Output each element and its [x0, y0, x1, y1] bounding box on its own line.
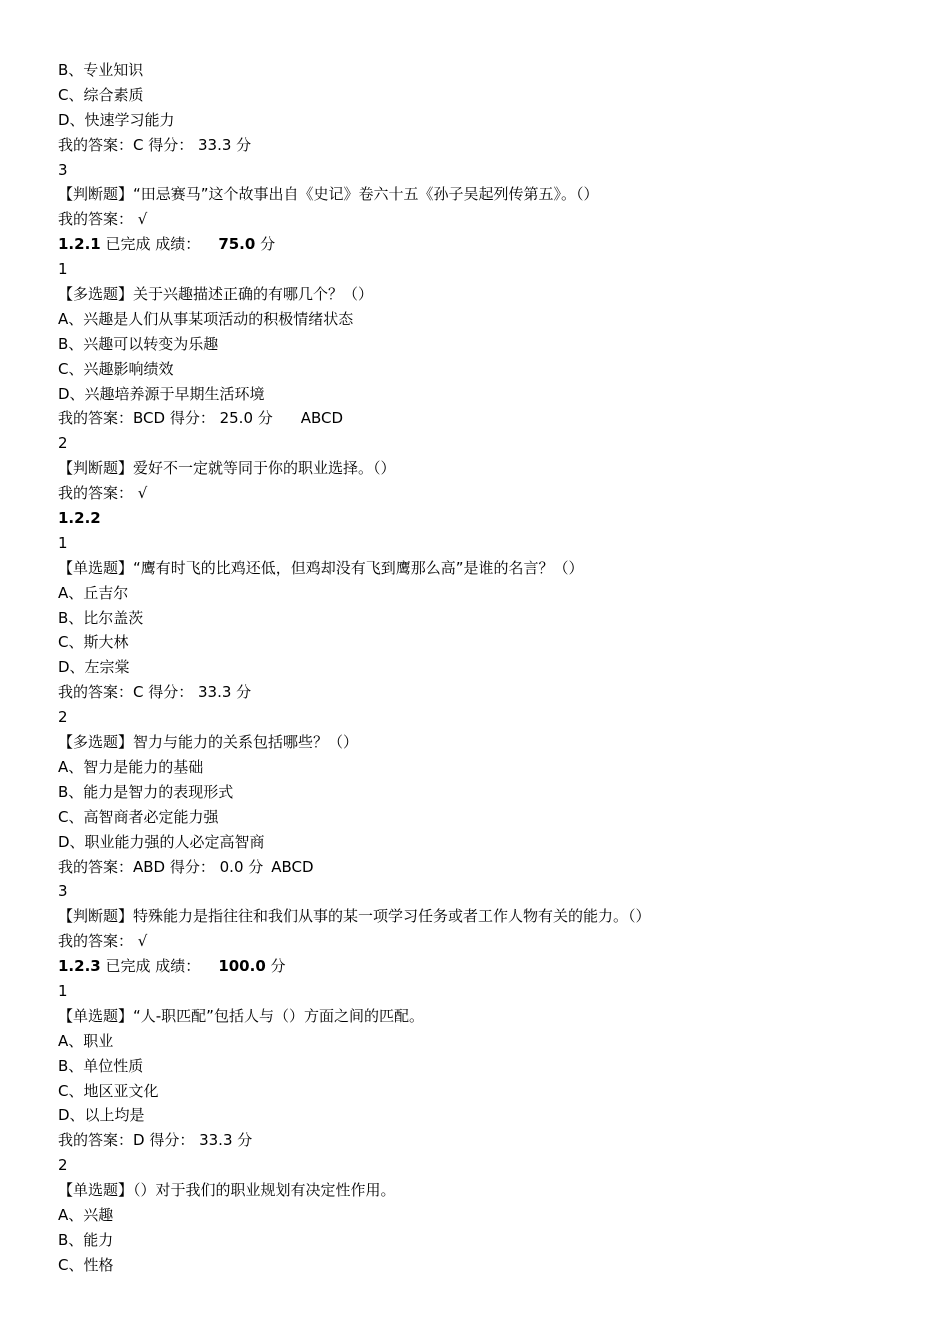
option-b: B、能力 — [58, 1230, 114, 1249]
option-c: C、兴趣影响绩效 — [58, 359, 174, 378]
section-status: 已完成 — [105, 235, 151, 254]
option-c: C、地区亚文化 — [58, 1081, 159, 1100]
section-status: 已完成 — [105, 957, 151, 976]
question-text: 【多选题】关于兴趣描述正确的有哪几个？（） — [58, 285, 374, 304]
section-score-unit: 分 — [260, 235, 276, 254]
option-c: C、高智商者必定能力强 — [58, 807, 219, 826]
option-b: B、单位性质 — [58, 1056, 144, 1075]
question-number: 3 — [58, 160, 68, 179]
section-header-121 — [58, 232, 938, 257]
option-b: B、专业知识 — [58, 61, 144, 79]
option-b: B、能力是智力的表现形式 — [58, 782, 234, 801]
option-b: B、兴趣可以转变为乐趣 — [58, 334, 219, 353]
question-text: 【多选题】智力与能力的关系包括哪些？（） — [58, 733, 359, 752]
section-id: 1.2.1 — [58, 235, 101, 254]
option-a: A、兴趣 — [58, 1205, 114, 1224]
section-id: 1.2.3 — [58, 957, 101, 976]
correct-answer: ABCD — [271, 857, 314, 876]
my-answer: 我的答案： √ — [58, 932, 148, 951]
option-c: C、性格 — [58, 1255, 114, 1274]
option-d: D、快速学习能力 — [58, 110, 175, 129]
my-answer: 我的答案：D 得分： 33.3 分 — [58, 1131, 253, 1150]
document-page — [58, 58, 938, 1278]
question-number: 1 — [58, 981, 68, 1000]
question-text: 【判断题】“田忌赛马”这个故事出自《史记》卷六十五《孙子吴起列传第五》。（） — [58, 185, 599, 204]
my-answer: 我的答案：C 得分： 33.3 分 — [58, 683, 252, 702]
option-d: D、左宗棠 — [58, 658, 130, 677]
option-a: A、兴趣是人们从事某项活动的积极情绪状态 — [58, 309, 354, 328]
section-score: 100.0 — [218, 957, 266, 976]
question-number: 2 — [58, 708, 68, 727]
section-header-123 — [58, 954, 938, 979]
option-a: A、丘吉尔 — [58, 583, 129, 602]
option-d: D、兴趣培养源于早期生活环境 — [58, 384, 265, 403]
option-a: A、职业 — [58, 1031, 114, 1050]
question-text: 【判断题】特殊能力是指往往和我们从事的某一项学习任务或者工作人物有关的能力。（） — [58, 907, 651, 926]
question-number: 1 — [58, 533, 68, 552]
section-header-122: 1.2.2 — [58, 509, 101, 528]
section-score-label: 成绩： — [155, 235, 201, 254]
my-answer: 我的答案：BCD 得分： 25.0 分 — [58, 409, 273, 428]
option-b: B、比尔盖茨 — [58, 608, 144, 627]
question-text: 【判断题】爱好不一定就等同于你的职业选择。（） — [58, 459, 396, 478]
option-d: D、职业能力强的人必定高智商 — [58, 832, 265, 851]
question-number: 2 — [58, 434, 68, 453]
my-answer: 我的答案： √ — [58, 484, 148, 503]
answer-row — [58, 406, 938, 431]
option-a: A、智力是能力的基础 — [58, 757, 204, 776]
option-d: D、以上均是 — [58, 1106, 145, 1125]
answer-row — [58, 855, 938, 880]
question-number: 1 — [58, 260, 68, 279]
question-text: 【单选题】（）对于我们的职业规划有决定性作用。 — [58, 1181, 396, 1200]
my-answer: 我的答案： √ — [58, 210, 148, 229]
option-c: C、斯大林 — [58, 633, 129, 652]
my-answer: 我的答案：C 得分： 33.3 分 — [58, 135, 252, 154]
question-text: 【单选题】“鹰有时飞的比鸡还低，但鸡却没有飞到鹰那么高”是谁的名言？（） — [58, 558, 584, 577]
section-score-unit: 分 — [270, 957, 286, 976]
question-text: 【单选题】“人-职匹配”包括人与（）方面之间的匹配。 — [58, 1006, 424, 1025]
option-c: C、综合素质 — [58, 85, 144, 104]
section-score-label: 成绩： — [155, 957, 201, 976]
my-answer: 我的答案：ABD 得分： 0.0 分 — [58, 857, 264, 876]
section-score: 75.0 — [218, 235, 256, 254]
correct-answer: ABCD — [300, 409, 344, 428]
question-number: 2 — [58, 1156, 68, 1175]
question-number: 3 — [58, 882, 68, 901]
